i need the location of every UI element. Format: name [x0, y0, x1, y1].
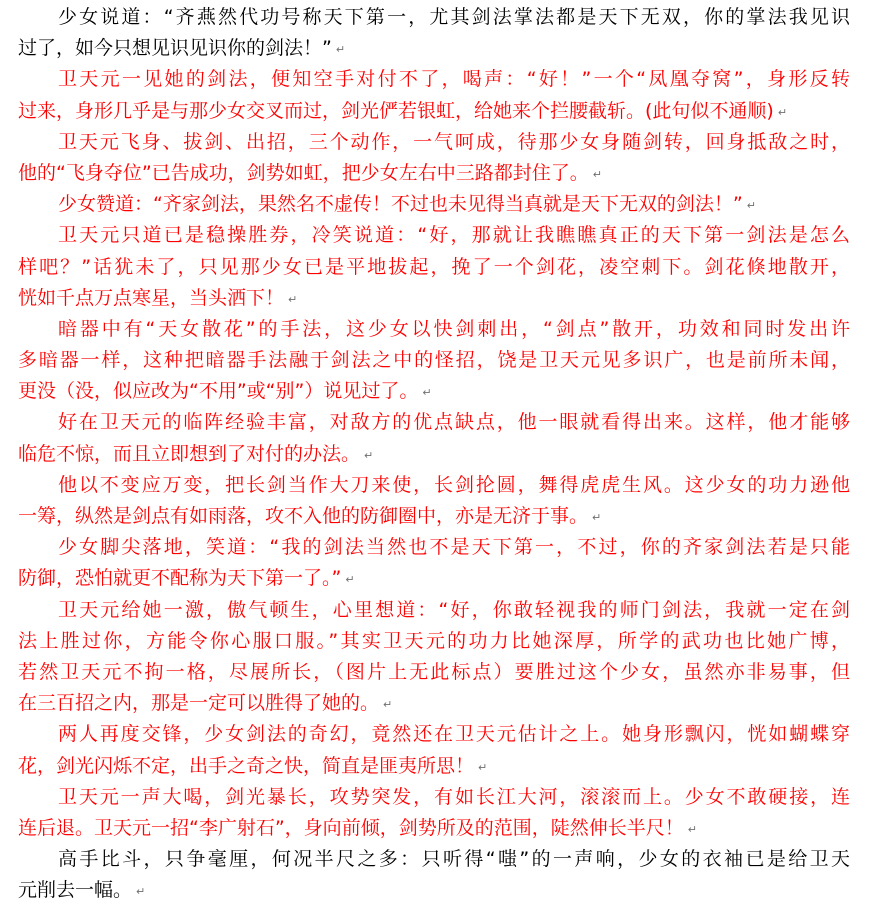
- text-line: [18, 407, 850, 438]
- text-line: [18, 657, 850, 688]
- text-line: [18, 470, 850, 501]
- paragraph: [18, 127, 850, 189]
- paragraph-mark-icon: ↵: [746, 199, 756, 213]
- text-line: [18, 532, 850, 563]
- text-line: [18, 813, 850, 844]
- line-text: 在三百招之内，那是一定可以胜得了她的。: [18, 692, 380, 715]
- line-text: 多暗器一样，这种把暗器手法融于剑法之中的怪招，饶是卫天元见多识广，也是前所未闻，: [18, 349, 850, 372]
- document-body: [18, 2, 850, 906]
- line-text: 卫天元飞身、拔剑、出招，三个动作，一气呵成，待那少女身随剑转，回身抵敌之时，: [58, 130, 850, 153]
- text-line: [18, 158, 850, 189]
- text-line: [18, 563, 850, 594]
- line-text: 高手比斗，只争毫厘，何况半尺之多：只听得“嗤”的一声响，少女的衣袖已是给卫天: [58, 848, 850, 871]
- paragraph-mark-icon: ↵: [335, 43, 346, 57]
- text-line: [18, 688, 850, 719]
- text-line: [18, 751, 850, 782]
- paragraph: [18, 2, 850, 64]
- paragraph: [18, 189, 850, 220]
- text-line: [18, 314, 850, 345]
- paragraph: [18, 532, 850, 594]
- line-text: 卫天元只道已是稳操胜券，冷笑说道：“好，那就让我瞧瞧真正的天下第一剑法是怎么: [58, 224, 850, 247]
- text-line: [18, 782, 850, 813]
- line-text: 两人再度交锋，少女剑法的奇幻，竟然还在卫天元估计之上。她身形飘闪，恍如蝴蝶穿: [58, 723, 850, 746]
- line-text: 连后退。卫天元一招“李广射石”，身向前倾，剑势所及的范围，陡然伸长半尺！: [18, 816, 684, 839]
- paragraph-mark-icon: ↵: [478, 760, 488, 774]
- paragraph: [18, 407, 850, 469]
- text-line: [18, 220, 850, 251]
- text-line: [18, 345, 850, 376]
- paragraph-mark-icon: ↵: [383, 698, 393, 712]
- paragraph-mark-icon: ↵: [777, 105, 788, 119]
- text-line: [18, 844, 850, 875]
- line-text: 少女脚尖落地，笑道：“我的剑法当然也不是天下第一，不过，你的齐家剑法若是只能: [58, 536, 850, 559]
- paragraph-mark-icon: ↵: [364, 448, 374, 462]
- text-line: [18, 626, 850, 657]
- paragraph: [18, 844, 850, 906]
- paragraph: [18, 595, 850, 720]
- paragraph: [18, 64, 850, 126]
- paragraph: [18, 220, 850, 314]
- line-text: 更没（没，似应改为“不用”或“别”）说见过了。: [18, 380, 419, 403]
- line-text: 暗器中有“天女散花”的手法，这少女以快剑刺出，“剑点”散开，功效和同时发出许: [58, 317, 850, 340]
- line-text: 他的“飞身夺位”已告成功，剑势如虹，把少女左右中三路都封住了。: [18, 161, 589, 184]
- text-line: [18, 283, 850, 314]
- line-text: 法上胜过你，方能令你心服口服。”其实卫天元的功力比她深厚，所学的武功也比她广博，: [18, 629, 850, 652]
- paragraph-mark-icon: ↵: [592, 167, 602, 181]
- line-text: 若然卫天元不拘一格，尽展所长，（图片上无此标点）要胜过这个少女，虽然亦非易事，但: [18, 660, 850, 683]
- text-line: [18, 595, 850, 626]
- line-text: 卫天元一见她的剑法，便知空手对付不了，喝声：“好！”一个“凤凰夺窝”，身形反转: [58, 68, 850, 91]
- line-text: 少女赞道：“齐家剑法，果然名不虚传！不过也未见得当真就是天下无双的剑法！”: [58, 193, 743, 216]
- paragraph-mark-icon: ↵: [345, 573, 355, 587]
- paragraph-mark-icon: ↵: [592, 511, 602, 524]
- line-text: 恍如千点万点寒星，当头洒下！: [18, 286, 285, 309]
- text-line: [18, 875, 850, 906]
- text-line: [18, 127, 850, 158]
- text-line: [18, 252, 850, 283]
- line-text: 临危不惊，而且立即想到了对付的办法。: [18, 442, 361, 465]
- line-text: 过了，如今只想见识见识你的剑法！”: [18, 37, 332, 60]
- paragraph: [18, 314, 850, 408]
- line-text: 样吧？”话犹未了，只见那少女已是平地拔起，挽了一个剑花，凌空刺下。剑花倏地散开，: [18, 255, 850, 278]
- line-text: 好在卫天元的临阵经验丰富，对敌方的优点缺点，他一眼就看得出来。这样，他才能够: [58, 411, 850, 434]
- text-line: [18, 96, 850, 127]
- paragraph: [18, 470, 850, 532]
- text-line: [18, 719, 850, 750]
- line-text: 元削去一幅。: [18, 879, 133, 902]
- paragraph-mark-icon: ↵: [422, 386, 432, 400]
- line-text: 过来，身形几乎是与那少女交叉而过，剑光俨若银虹，给她来个拦腰截斩。(此句似不通顺): [18, 99, 774, 122]
- line-text: 一筹，纵然是剑点有如雨落，攻不入他的防御圈中，亦是无济于事。: [18, 505, 589, 527]
- line-text: 卫天元一声大喝，剑光暴长，攻势突发，有如长江大河，滚滚而上。少女不敢硬接，连: [58, 785, 850, 808]
- line-text: 少女说道：“齐燕然代功号称天下第一，尤其剑法掌法都是天下无双，你的掌法我见识: [58, 6, 850, 28]
- text-line: [18, 2, 850, 33]
- text-line: [18, 64, 850, 95]
- paragraph-mark-icon: ↵: [687, 822, 697, 836]
- line-text: 花，剑光闪烁不定，出手之奇之快，简直是匪夷所思！: [18, 754, 475, 777]
- paragraph-mark-icon: ↵: [136, 885, 146, 899]
- text-line: [18, 501, 850, 532]
- line-text: 防御，恐怕就更不配称为天下第一了。”: [18, 567, 342, 590]
- paragraph-mark-icon: ↵: [288, 292, 298, 306]
- text-line: [18, 439, 850, 470]
- line-text: 卫天元给她一激，傲气顿生，心里想道：“好，你敢轻视我的师门剑法，我就一定在剑: [58, 598, 850, 621]
- text-line: [18, 376, 850, 407]
- text-line: [18, 33, 850, 64]
- line-text: 他以不变应万变，把长剑当作大刀来使，长剑抡圆，舞得虎虎生风。这少女的功力逊他: [58, 473, 850, 496]
- paragraph: [18, 719, 850, 781]
- text-line: [18, 189, 850, 220]
- paragraph: [18, 782, 850, 844]
